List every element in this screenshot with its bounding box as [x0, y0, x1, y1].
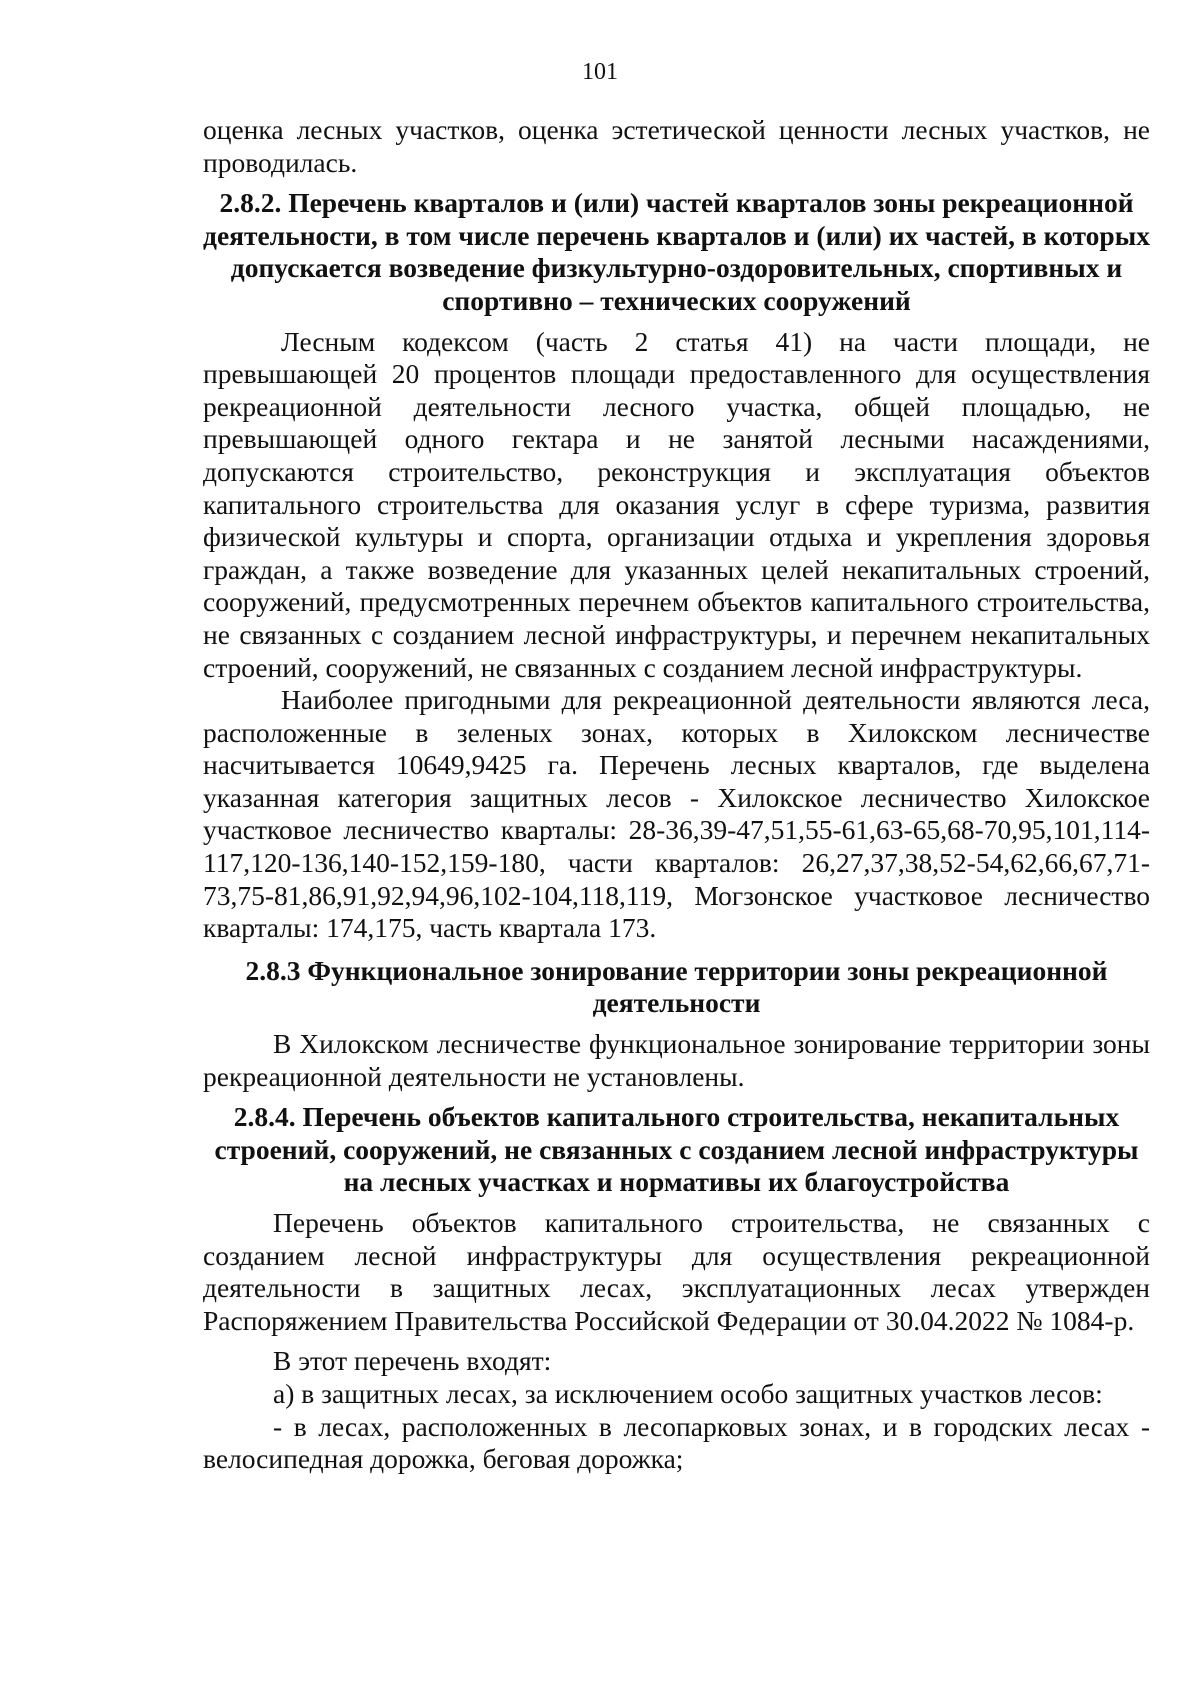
section-2-8-4-paragraph-2: В этот перечень входят:: [273, 1345, 552, 1377]
section-2-8-3-paragraph-1: В Хилокском лесничестве функциональное зонирование территории зоны рекреационной деятельности не установлены.: [203, 1028, 1150, 1092]
document-body: [203, 114, 1150, 1476]
section-2-8-4-paragraph-3: а) в защитных лесах, за исключением особо защитных участков лесов:: [273, 1377, 1103, 1409]
section-2-8-4-paragraph-1: Перечень объектов капитального строительства, не связанных с созданием лесной инфраструктуры для осуществления рекреационной деятельности в защитных лесах, эксплуатационных лесах утвержден Распоряжением Правительства Российской Федерации от 30.04.2022 № 1084-р.: [203, 1207, 1150, 1336]
section-2-8-4-paragraph-4: - в лесах, расположенных в лесопарковых зонах, и в городских лесах - велосипедная дорожка, беговая дорожка;: [203, 1410, 1150, 1475]
section-2-8-3-heading: 2.8.3 Функциональное зонирование территории зоны рекреационной деятельности: [245, 954, 1108, 1019]
intro-continuation-paragraph: оценка лесных участков, оценка эстетической ценности лесных участков, не проводилась.: [203, 114, 1150, 178]
section-2-8-4-heading: 2.8.4. Перечень объектов капитального строительства, некапитальных строений, сооружений, не связанных с созданием лесной инфраструктуры на лесных участках и нормативы их благоустройства: [214, 1101, 1139, 1198]
section-2-8-2-heading: 2.8.2. Перечень кварталов и (или) частей кварталов зоны рекреационной деятельности, в том числе перечень кварталов и (или) их частей, в которых допускается возведение физкультурно-оздоровительных, спортивных и спортивно – технических сооружений: [203, 187, 1150, 316]
section-2-8-2-paragraph-2: Наиболее пригодными для рекреационной деятельности являются леса, расположенные в зеленых зонах, которых в Хилокском лесничестве насчитывается 10649,9425 га. Перечень лесных кварталов, где выделена указанная категория защитных лесов - Хилокское лесничество Хилокское участковое лесничество кварталы: 28-36,39-47,51,55-61,63-65,68-70,95,101,114-117,120-136,140-152,159-180, части кварталов: 26,27,37,38,52-54,62,66,67,71-73,75-81,86,91,92,94,96,102-104,118,119, Могзонское участковое лесничество кварталы: 174,175, часть квартала 173.: [203, 684, 1150, 944]
section-2-8-2-paragraph-1: Лесным кодексом (часть 2 статья 41) на части площади, не превышающей 20 процентов площади предоставленного для осуществления рекреационной деятельности лесного участка, общей площадью, не превышающей одного гектара и не занятой лесными насаждениями, допускаются строительство, реконструкция и эксплуатация объектов капитального строительства для оказания услуг в сфере туризма, развития физической культуры и спорта, организации отдыха и укрепления здоровья граждан, а также возведение для указанных целей некапитальных строений, сооружений, предусмотренных перечнем объектов капитального строительства, не связанных с созданием лесной инфраструктуры, и перечнем некапитальных строений, сооружений, не связанных с созданием лесной инфраструктуры.: [203, 325, 1150, 683]
page-number: 101: [582, 59, 618, 85]
